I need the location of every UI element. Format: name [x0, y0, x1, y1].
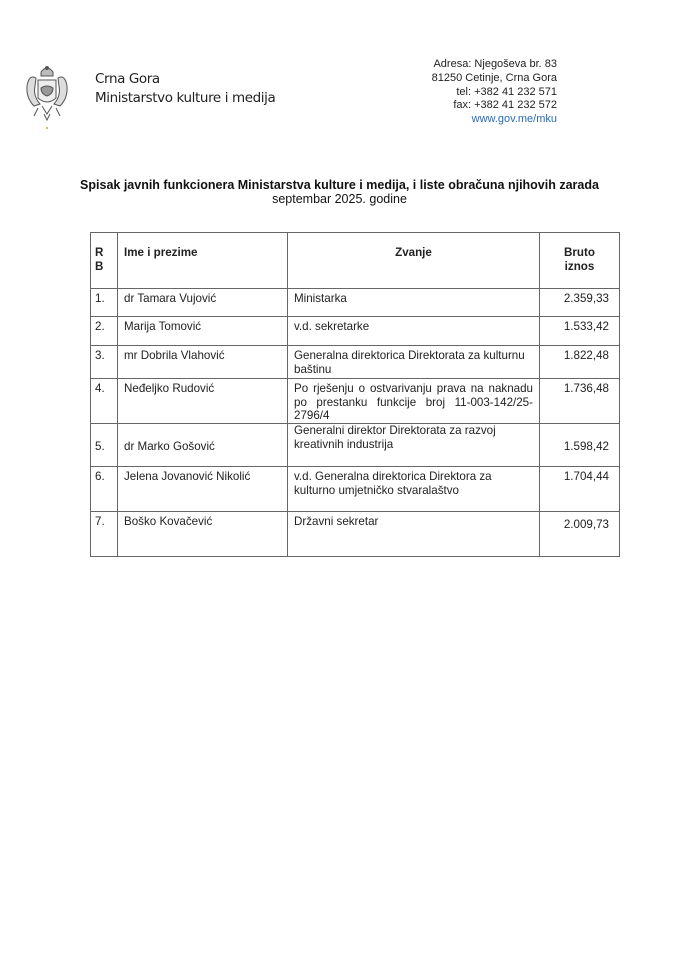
table-row: [91, 379, 620, 424]
cell-rb: 4.: [91, 379, 118, 424]
city-line: 81250 Cetinje, Crna Gora: [431, 71, 557, 84]
cell-name: Boško Kovačević: [118, 512, 288, 557]
coat-of-arms-icon: [24, 64, 70, 130]
cell-name: Jelena Jovanović Nikolić: [118, 467, 288, 512]
address-line: Adresa: Njegoševa br. 83: [433, 58, 557, 70]
cell-amount: 1.822,48: [540, 346, 620, 379]
cell-amount: 1.736,48: [540, 379, 620, 424]
document-heading: [0, 178, 679, 206]
coat-of-arms-logo: [24, 64, 70, 130]
cell-rb: 3.: [91, 346, 118, 379]
officials-salary-table: [90, 232, 620, 557]
table-row: [91, 346, 620, 379]
document-title: Spisak javnih funkcionera Ministarstva kulture i medija, i liste obračuna njihovih zarada: [80, 178, 599, 192]
cell-name: dr Marko Gošović: [118, 424, 288, 467]
cell-title: Generalna direktorica Direktorata za kulturnu baštinu: [288, 346, 540, 379]
cell-title: v.d. Generalna direktorica Direktora za kulturno umjetničko stvaralaštvo: [288, 467, 540, 512]
header-rb: R B: [91, 233, 118, 289]
cell-rb: 6.: [91, 467, 118, 512]
table-row: [91, 424, 620, 467]
cell-name: mr Dobrila Vlahović: [118, 346, 288, 379]
cell-name: dr Tamara Vujović: [118, 289, 288, 317]
table-header-row: [91, 233, 620, 289]
cell-name: Marija Tomović: [118, 317, 288, 346]
cell-title: Generalni direktor Direktorata za razvoj kreativnih industrija: [288, 424, 540, 467]
header-title: Zvanje: [288, 233, 540, 289]
cell-rb: 2.: [91, 317, 118, 346]
cell-title: Po rješenju o ostvarivanju prava na naknadu po prestanku funkcije broj 11-003-142/25-2796/4: [288, 379, 540, 424]
cell-amount: 1.704,44: [540, 467, 620, 512]
cell-rb: 1.: [91, 289, 118, 317]
phone-line: tel: +382 41 232 571: [456, 85, 557, 98]
document-subtitle: septembar 2025. godine: [272, 192, 407, 206]
cell-title: v.d. sekretarke: [288, 317, 540, 346]
cell-name: Neđeljko Rudović: [118, 379, 288, 424]
table-row: [91, 467, 620, 512]
fax-line: fax: +382 41 232 572: [453, 99, 557, 112]
cell-rb: 7.: [91, 512, 118, 557]
cell-amount: 2.009,73: [540, 512, 620, 557]
header-amount: Bruto iznos: [540, 233, 620, 289]
organization-block: [95, 70, 275, 108]
cell-rb: 5.: [91, 424, 118, 467]
ministry-name: Ministarstvo kulture i medija: [95, 90, 276, 106]
cell-amount: 1.598,42: [540, 424, 620, 467]
table-row: [91, 289, 620, 317]
country-name: Crna Gora: [95, 71, 160, 87]
cell-amount: 2.359,33: [540, 289, 620, 317]
table-row: [91, 317, 620, 346]
website-link[interactable]: www.gov.me/mku: [471, 113, 557, 126]
header-name: Ime i prezime: [118, 233, 288, 289]
cell-title: Ministarka: [288, 289, 540, 317]
contact-block: [432, 58, 557, 127]
table-row: [91, 512, 620, 557]
cell-amount: 1.533,42: [540, 317, 620, 346]
cell-title: Državni sekretar: [288, 512, 540, 557]
